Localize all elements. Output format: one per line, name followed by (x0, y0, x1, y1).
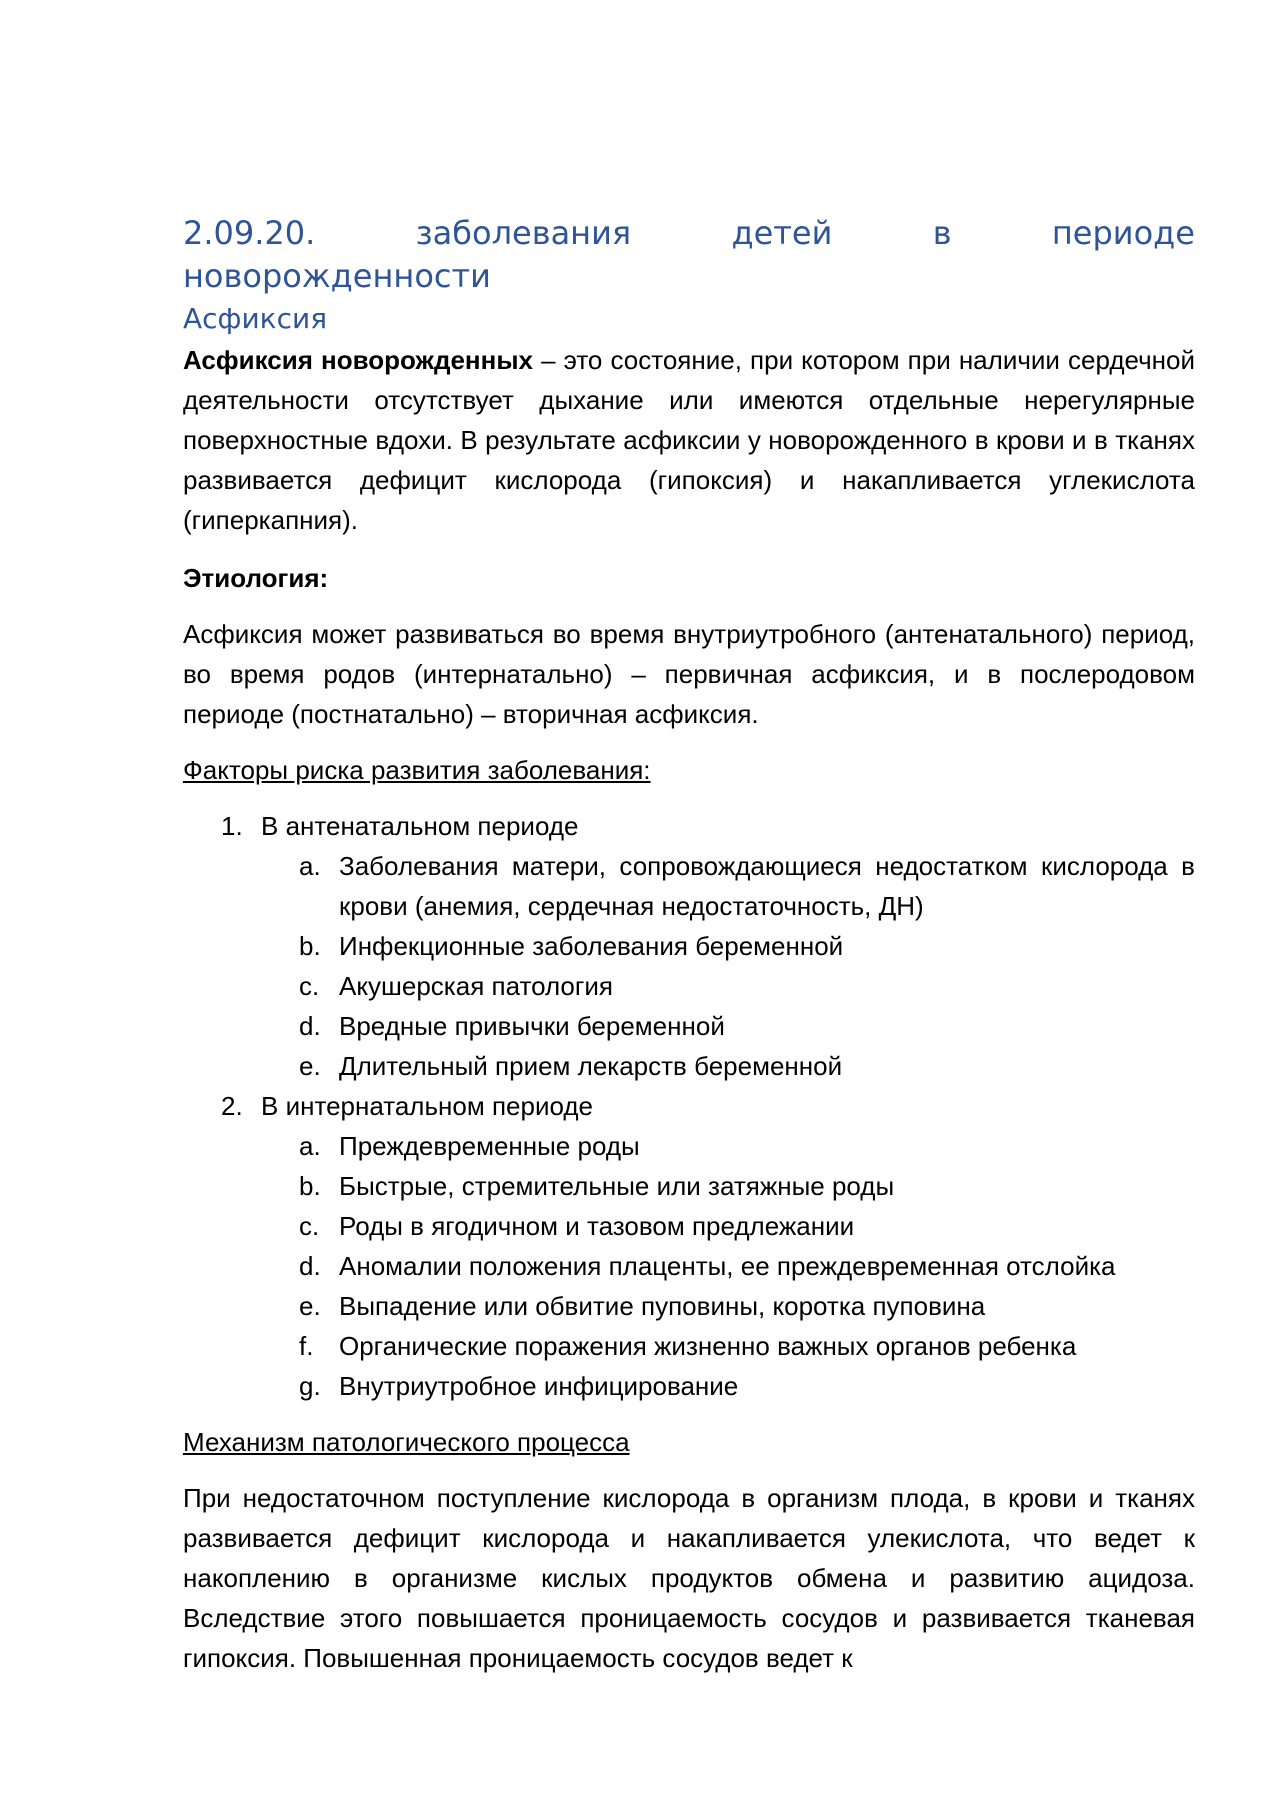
sub-list-text: Органические поражения жизненно важных органов ребенка (339, 1331, 1077, 1361)
title-word: 2.09.20. (183, 214, 316, 252)
sub-list-letter: f. (299, 1331, 314, 1361)
list-item (183, 806, 1195, 1086)
title-word: детей (731, 214, 833, 252)
sub-list-text: Длительный прием лекарств беременной (339, 1051, 843, 1081)
etiology-heading: Этиология: (183, 563, 329, 593)
sub-list-item (261, 1046, 1195, 1086)
title-line-2: новорожденности (183, 257, 491, 295)
sub-list-letter: d. (299, 1011, 321, 1041)
list-item (183, 1086, 1195, 1406)
list-number: 1. (221, 811, 243, 841)
sub-list-text: Акушерская патология (339, 971, 613, 1001)
sub-list-item (261, 926, 1195, 966)
sub-list-text: Преждевременные роды (339, 1131, 640, 1161)
section-subtitle: Асфиксия (183, 302, 328, 335)
sub-list-text: Инфекционные заболевания беременной (339, 931, 844, 961)
sub-list-item (261, 1006, 1195, 1046)
mechanism-heading: Механизм патологического процесса (183, 1427, 630, 1457)
document-page (183, 212, 1195, 1678)
definition-text: – это состояние, при котором при наличии сердечной деятельности отсутствует дыхание или имеются отдельные нерегулярные поверхностные вдохи. В результате асфиксии у новорожденного в крови и в тканях развивается дефицит кислорода (гипоксия) и накапливается углекислота (гиперкапния). (183, 345, 1195, 535)
sub-list-item (261, 1126, 1195, 1166)
sub-list-text: Вредные привычки беременной (339, 1011, 725, 1041)
sub-list-letter: d. (299, 1251, 321, 1281)
sub-list-letter: a. (299, 851, 321, 881)
sub-list-text: Заболевания матери, сопровождающиеся недостатком кислорода в крови (анемия, сердечная недостаточность, ДН) (339, 851, 1195, 921)
document-title (183, 212, 1195, 298)
etiology-paragraph: Асфиксия может развиваться во время внутриутробного (антенатального) период, во время родов (интернатально) – первичная асфиксия, и в послеродовом периоде (постнатально) – вторичная асфиксия. (183, 619, 1195, 729)
sub-list-text: Аномалии положения плаценты, ее преждевременная отслойка (339, 1251, 1116, 1281)
sub-list-letter: c. (299, 1211, 320, 1241)
sub-list-letter: e. (299, 1051, 321, 1081)
sub-list (261, 1126, 1195, 1406)
title-word: периоде (1051, 214, 1195, 252)
sub-list-item (261, 966, 1195, 1006)
risk-factors-list (183, 806, 1195, 1406)
sub-list-item (261, 1166, 1195, 1206)
sub-list-letter: e. (299, 1291, 321, 1321)
sub-list-text: Выпадение или обвитие пуповины, коротка пуповина (339, 1291, 986, 1321)
sub-list-text: Роды в ягодичном и тазовом предлежании (339, 1211, 855, 1241)
sub-list-letter: b. (299, 931, 321, 961)
sub-list-letter: a. (299, 1131, 321, 1161)
sub-list-text: Внутриутробное инфицирование (339, 1371, 739, 1401)
sub-list-item (261, 1246, 1195, 1286)
title-word: заболевания (415, 214, 632, 252)
sub-list-letter: b. (299, 1171, 321, 1201)
list-item-label: В антенатальном периоде (261, 811, 579, 841)
sub-list-item (261, 1366, 1195, 1406)
mechanism-paragraph: При недостаточном поступление кислорода в организм плода, в крови и тканях развивается дефицит кислорода и накапливается улекислота, что ведет к накоплению в организме кислых продуктов обмена и развитию ацидоза. Вследствие этого повышается проницаемость сосудов и развивается тканевая гипоксия. Повышенная проницаемость сосудов ведет к (183, 1483, 1195, 1673)
list-item-label: В интернатальном периоде (261, 1091, 593, 1121)
risk-factors-heading: Факторы риска развития заболевания: (183, 755, 651, 785)
definition-paragraph (183, 340, 1195, 540)
list-number: 2. (221, 1091, 243, 1121)
sub-list-item (261, 1286, 1195, 1326)
sub-list-item (261, 1206, 1195, 1246)
sub-list-text: Быстрые, стремительные или затяжные роды (339, 1171, 895, 1201)
sub-list-letter: c. (299, 971, 320, 1001)
sub-list-item (261, 1326, 1195, 1366)
title-line-1 (183, 212, 1195, 255)
sub-list-letter: g. (299, 1371, 321, 1401)
sub-list-item (261, 846, 1195, 926)
title-word: в (932, 214, 952, 252)
definition-term: Асфиксия новорожденных (183, 345, 533, 375)
sub-list (261, 846, 1195, 1086)
